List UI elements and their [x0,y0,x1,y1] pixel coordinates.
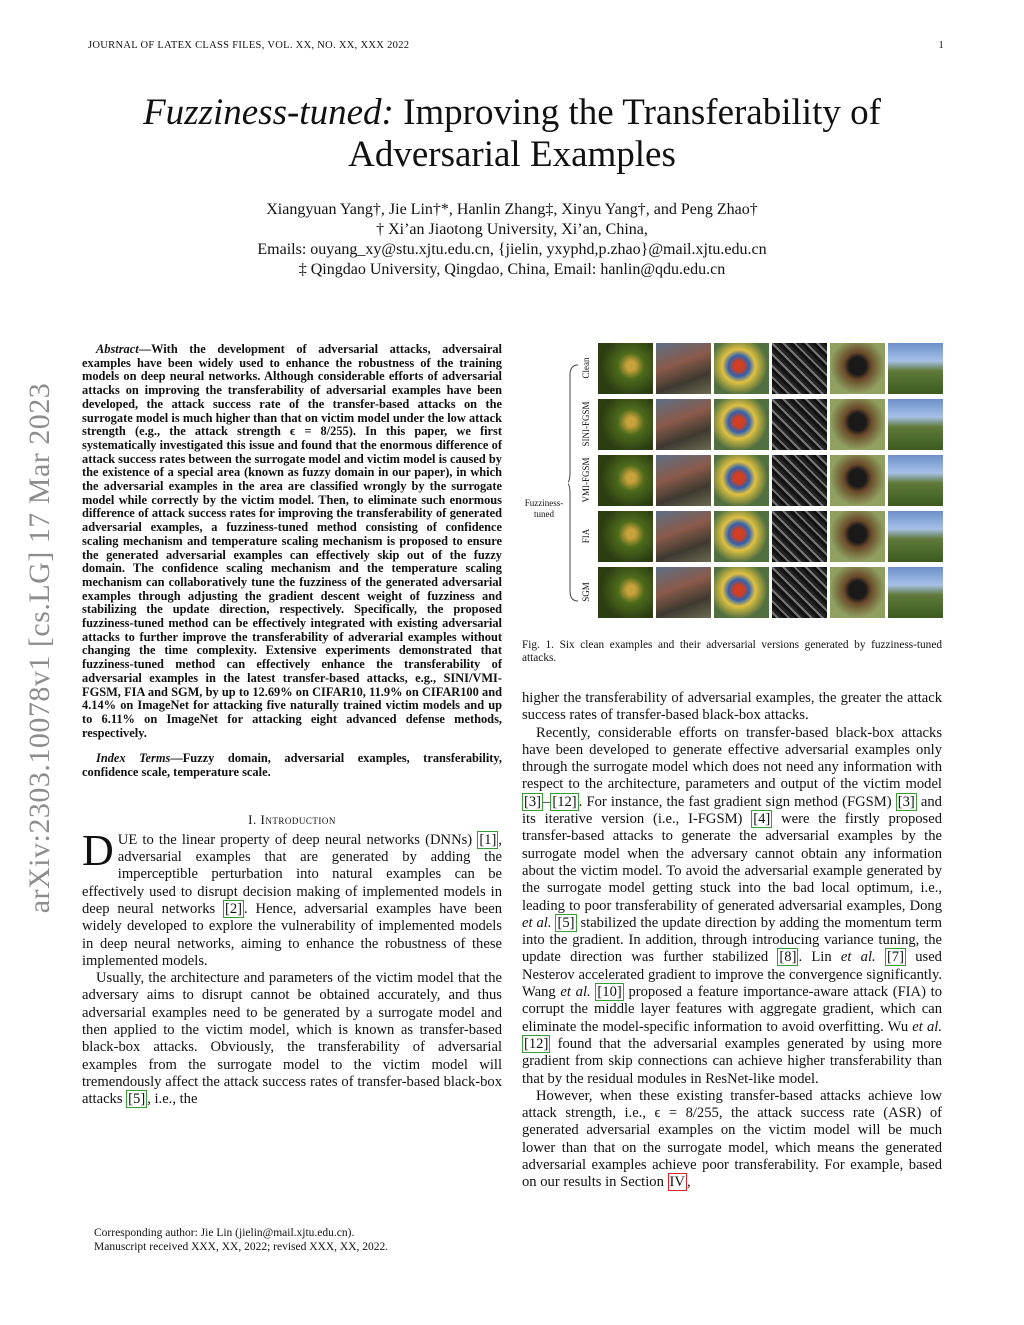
page-number: 1 [938,40,944,51]
footnote-corresponding: Corresponding author: Jie Lin (jielin@mail.xjtu.edu.cn). [94,1227,355,1239]
text-span: proposed a feature importance-aware attack (FIA) to corrupt the middle layer features with aggregate gradient, which can eliminate the model-specific information to avoid overfitting. Wu [522,984,943,1035]
figure-thumbnail [888,455,943,506]
text-span: , [686,1174,691,1191]
text-span: . For instance, the fast gradient sign method (FGSM) [578,793,896,810]
figure-thumbnail [598,455,653,506]
abstract [82,343,502,740]
text-span: , adversarial examples that are generated by adding the imperceptible perturbation into natural examples can be effectively used to disrupt decision making of implemented models in deep neural networks [82,831,502,917]
text-span: UE to the linear property of deep neural networks (DNNs) [117,831,478,848]
section-title: Introduction [260,811,336,827]
affiliation-2: ‡ Qingdao University, Qingdao, China, Email: hanlin@qdu.edu.cn [298,261,726,278]
citation-link[interactable]: [10] [597,984,622,1001]
figure-thumbnail [830,511,885,562]
citation-link[interactable]: [8] [779,949,797,966]
affiliation-1: † Xi’an Jiaotong University, Xi’an, China, [376,221,648,238]
figure-row [592,455,942,506]
right-column [522,690,942,1192]
text-span: – [543,793,551,810]
abstract-text: —With the development of adversarial attacks, adversairal examples have been widely used to enhance the robustness of the training models on deep neural networks. Although considerable efforts of adversarial attacks on improving the transferability of adversarial examples have been developed, the attack success rate of the transfer-based attacks on the surrogate model is much higher than that on victim model under the low attack strength (e.g., the attack strength ϵ = 8/255). In this paper, we first systematically investigated this issue and found that the enormous difference of attack success rates between the surrogate model and victim model is caused by the existence of a special area (known as fuzzy domain in our paper), in which the adversarial examples in the area are classified wrongly by the surrogate model while correctly by the victim model. Then, to eliminate such enormous difference of attack success rates for improving the transferability of generated adversarial examples, a fuzziness-tuned method consisting of confidence scaling mechanism and temperature scaling mechanism is proposed to ensure the generated adversarial examples can effectively skip out of the fuzzy domain. The confidence scaling mechanism and the temperature scaling mechanism can collaboratively tune the fuzziness of the generated adversarial examples through adjusting the gradient descent weight of fuzziness and stabilizing the update direction, respectively. Specifically, the proposed fuzziness-tuned method can be effectively integrated with existing adversarial attacks to further improve the transferability of adverarial examples without changing the time complexity. Extensive experiments demonstrated that fuzziness-tuned method can effectively enhance the transferability of adversarial examples in the latest transfer-based attacks, e.g., SINI/VMI-FGSM, FIA and SGM, by up to 12.69% on CIFAR10, 11.9% on CIFAR100 and 4.14% on ImageNet for attacking five naturally trained victim models and up to 6.11% on ImageNet for attacking eight advanced defense methods, respectively. [82,342,502,740]
citation-link[interactable]: [7] [886,949,904,966]
footnote [94,1226,514,1254]
text-span: , i.e., the [147,1091,198,1108]
et-al: et al. [522,914,552,931]
section-number: I. [248,811,257,827]
text-span: used Nesterov accelerated gradient to improve the convergence significantly. Wang [522,949,942,1001]
citation-link[interactable]: [3] [897,793,915,810]
index-terms [82,752,502,779]
intro-paragraph-2 [82,970,502,1108]
figure-thumbnail [830,399,885,450]
author-emails: Emails: ouyang_xy@stu.xjtu.edu.cn, {jielin, yxyphd,p.zhao}@mail.xjtu.edu.cn [257,241,767,258]
figure-thumbnail [888,567,943,618]
arxiv-stamp [18,350,62,946]
journal-header: JOURNAL OF LATEX CLASS FILES, VOL. XX, NO. XX, XXX 2022 [88,40,410,51]
title-line1: Improving the Transferability of [393,92,881,133]
figure-thumbnail [772,567,827,618]
text-span: found that the adversarial examples generated by using more gradient from skip connections can achieve higher transferability than that by the residual modules in ResNet-like model. [522,1035,942,1087]
text-span: and its iterative version (i.e., I-FGSM) [522,793,942,828]
section-heading [82,812,502,828]
figure-thumbnail [714,567,769,618]
et-al: et al. [560,984,591,1001]
text-span: However, when these existing transfer-based attacks achieve low attack strength, i.e., ϵ = 8/255, the attack success rate (ASR) of generated adversarial examples on the victim model will be much lower than that on the surrogate model, which means the generated adversarial examples achieve poor transferability. For example, based on our results in Section [522,1087,942,1191]
figure-thumbnail [598,343,653,394]
row-label-text: SINI-FGSM [581,401,591,447]
figure-row [592,343,942,394]
text-span: Recently, considerable efforts on transfer-based black-box attacks have been developed to generate effective adversarial examples only through the surrogate model which does not need any information with respect to the architecture, parameters and output of the victim model [522,724,942,793]
citation-link[interactable]: [5] [557,914,575,931]
figure-thumbnail [598,511,653,562]
figure-thumbnail [830,567,885,618]
figure-thumbnail [714,511,769,562]
citation-link[interactable]: [2] [225,900,243,917]
section-link[interactable]: IV [669,1174,685,1191]
figure-thumbnail [656,567,711,618]
abstract-label: Abstract [96,342,139,356]
row-label-text: Clean [581,357,591,379]
figure-thumbnail [772,511,827,562]
fuzziness-tuned-label: Fuzziness-tuned [524,498,564,519]
figure-thumbnail [888,511,943,562]
figure-thumbnail [598,399,653,450]
figure-row [592,399,942,450]
footnote-manuscript: Manuscript received XXX, XX, 2022; revised XXX, XX, 2022. [94,1241,389,1253]
figure-thumbnail [830,455,885,506]
text-span: Usually, the architecture and parameters of the victim model that the adversary aims to disrupt cannot be obtained accurately, and thus adversarial examples need to be generated by a surrogate model and then applied to the victim model, which is known as transfer-based black-box attacks. Obviously, the transferability of adversarial examples from the surrogate model to the victim model will tremendously affect the attack success rates of transfer-based black-box attacks [82,970,502,1108]
citation-link[interactable]: [5] [128,1091,146,1108]
figure-thumbnail [772,455,827,506]
row-label-text: FIA [581,528,591,544]
figure-row [592,567,942,618]
figure-thumbnail [656,399,711,450]
et-al: et al. [912,1018,942,1035]
figure-caption: Fig. 1. Six clean examples and their adversarial versions generated by fuzziness-tuned attacks. [522,639,942,664]
right-paragraph-2 [522,1088,942,1192]
right-paragraph-0: higher the transferability of adversarial examples, the greater the attack success rates of transfer-based black-box attacks. [522,690,942,724]
figure-thumbnail [888,343,943,394]
figure-thumbnail [830,343,885,394]
intro-paragraph-1 [82,825,502,970]
running-header [88,40,944,56]
citation-link[interactable]: [3] [524,793,542,810]
text-span: . Lin [798,949,841,966]
dropcap: D [82,825,114,875]
figure-thumbnail [888,399,943,450]
arxiv-id: arXiv:2303.10078v1 [cs.LG] 17 Mar 2023 [23,382,56,914]
text-span: stabilized the update direction by adding the momentum term into the gradient. In addition, through introducing variance tuning, the update direction was further stabilized [522,914,942,966]
author-block [60,200,964,280]
figure-thumbnail [714,343,769,394]
figure-thumbnail [772,343,827,394]
figure-thumbnail [714,399,769,450]
figure-thumbnail [656,511,711,562]
title-italic: Fuzziness-tuned: [143,92,394,133]
right-paragraph-1 [522,725,942,1088]
figure-thumbnail [714,455,769,506]
citation-link[interactable]: [12] [552,793,577,810]
image-grid [581,343,942,618]
figure-thumbnail [656,455,711,506]
citation-link[interactable]: [12] [524,1035,549,1052]
figure-row [592,511,942,562]
left-column [82,343,502,1109]
figure-1 [522,343,942,623]
paper-title [60,92,964,176]
index-terms-text: —Fuzzy domain, adversarial examples, transferability, confidence scale, temperature scale. [82,751,502,780]
index-terms-label: Index Terms [96,751,171,766]
text-span: were the firstly proposed transfer-based attacks to generate the adversarial examples by the surrogate model when the adversary cannot obtain any information about the victim model. To avoid the adversarial example generated by the surrogate model getting stuck into the bad local optimum, i.e., leading to poor transferability of generated adversarial examples, Dong [522,811,943,914]
figure-thumbnail [598,567,653,618]
et-al: et al. [840,949,876,966]
row-label-text: VMI-FGSM [581,457,591,503]
figure-thumbnail [772,399,827,450]
text-span: . Hence, adversarial examples have been widely developed to explore the vulnerability of implemented models in deep neural networks, aiming to enhance the robustness of these implemented models. [82,900,502,969]
citation-link[interactable]: [1] [479,831,497,848]
author-names: Xiangyuan Yang†, Jie Lin†*, Hanlin Zhang‡, Xinyu Yang†, and Peng Zhao† [266,201,758,218]
title-line2: Adversarial Examples [348,134,676,175]
figure-thumbnail [656,343,711,394]
citation-link[interactable]: [4] [753,811,771,828]
row-label-text: SGM [581,582,591,602]
